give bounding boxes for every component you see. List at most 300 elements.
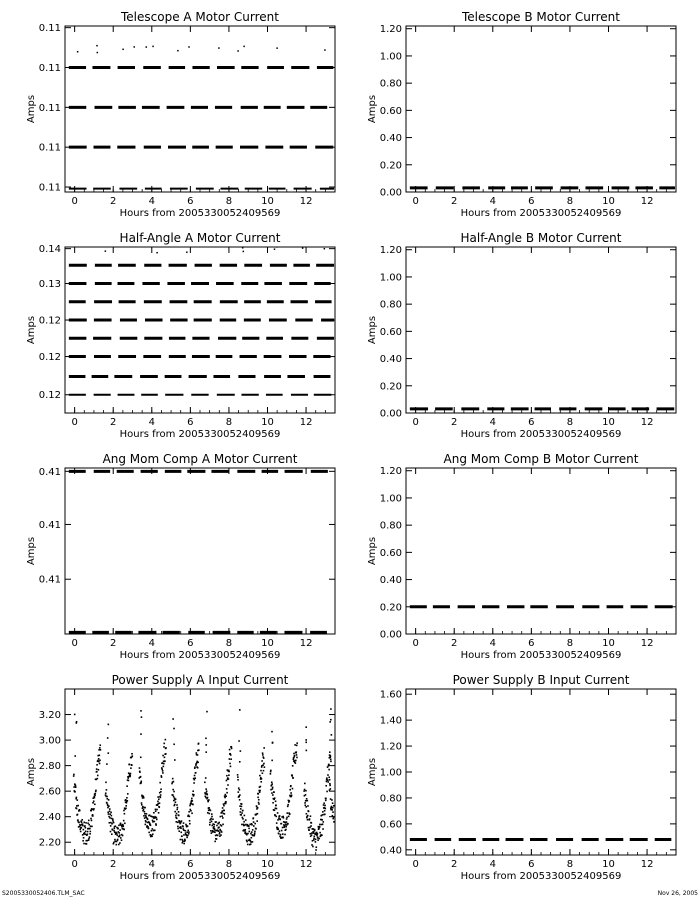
- data-point: [242, 247, 244, 249]
- data-point: [178, 815, 180, 817]
- data-point: [307, 819, 309, 821]
- y-tick-label: 2.40: [38, 812, 61, 824]
- data-point: [303, 790, 305, 792]
- data-point: [215, 821, 217, 823]
- x-tick-label: 6: [528, 417, 535, 428]
- data-point: [124, 813, 126, 815]
- chart-title: Power Supply B Input Current: [452, 673, 630, 687]
- data-point: [140, 733, 142, 735]
- data-point: [126, 785, 128, 787]
- data-point: [148, 828, 150, 830]
- data-point: [97, 52, 99, 54]
- data-point: [276, 808, 278, 810]
- data-point: [186, 837, 188, 839]
- data-point: [306, 750, 308, 752]
- x-tick-label: 4: [148, 638, 155, 649]
- data-point: [117, 839, 119, 841]
- y-tick-label: 1.20: [379, 24, 402, 36]
- data-point: [313, 838, 315, 840]
- data-point: [306, 813, 308, 815]
- data-point: [259, 791, 261, 793]
- data-point: [143, 797, 145, 799]
- data-point: [82, 825, 84, 827]
- data-point: [239, 789, 241, 791]
- data-point: [152, 828, 154, 830]
- data-point: [305, 726, 307, 728]
- data-point: [324, 814, 326, 816]
- data-point: [285, 829, 287, 831]
- data-point: [224, 813, 226, 815]
- data-point: [130, 773, 132, 775]
- data-point: [156, 817, 158, 819]
- data-point: [163, 743, 165, 745]
- data-point: [263, 763, 265, 765]
- data-point: [76, 721, 78, 723]
- x-tick-label: 10: [602, 196, 615, 207]
- data-point: [89, 836, 91, 838]
- data-point: [277, 828, 279, 830]
- y-tick-label: 0.80: [379, 78, 402, 90]
- data-point: [288, 816, 290, 818]
- data-point: [211, 825, 213, 827]
- data-point: [330, 788, 332, 790]
- data-point: [305, 739, 307, 741]
- x-axis-label: Hours from 2005330052409569: [460, 429, 622, 440]
- data-point: [84, 825, 86, 827]
- data-point: [122, 49, 124, 51]
- data-point: [315, 839, 317, 841]
- plot-frame: [406, 689, 676, 855]
- y-tick-label: 0.40: [379, 354, 402, 366]
- y-tick-label: 0.00: [379, 187, 402, 199]
- data-point: [270, 770, 272, 772]
- data-point: [147, 819, 149, 821]
- data-point: [88, 839, 90, 841]
- y-tick-label: 0.00: [379, 408, 402, 420]
- data-point: [191, 812, 193, 814]
- data-point: [162, 772, 164, 774]
- data-point: [321, 834, 323, 836]
- data-point: [319, 826, 321, 828]
- data-point: [83, 829, 85, 831]
- y-tick-label: 0.11: [38, 142, 61, 154]
- data-point: [259, 790, 261, 792]
- data-point: [192, 804, 194, 806]
- chart-title: Telescope B Motor Current: [461, 10, 621, 24]
- data-point: [111, 815, 113, 817]
- data-point: [248, 825, 250, 827]
- data-point: [73, 786, 75, 788]
- data-point: [279, 815, 281, 817]
- data-point: [115, 825, 117, 827]
- data-point: [156, 809, 158, 811]
- data-point: [88, 838, 90, 840]
- y-tick-label: 0.14: [38, 244, 61, 256]
- data-point: [186, 251, 188, 253]
- data-point: [141, 802, 143, 804]
- x-tick-label: 4: [148, 417, 155, 428]
- data-point: [329, 785, 331, 787]
- data-point: [324, 805, 326, 807]
- x-tick-label: 6: [187, 859, 194, 870]
- data-point: [243, 821, 245, 823]
- data-point: [180, 822, 182, 824]
- chart-panel-5: [26, 452, 335, 661]
- data-point: [122, 835, 124, 837]
- data-point: [144, 811, 146, 813]
- data-point: [172, 794, 174, 796]
- y-tick-label: 0.60: [379, 105, 402, 117]
- y-tick-label: 0.11: [38, 182, 61, 194]
- data-point: [195, 772, 197, 774]
- data-point: [324, 808, 326, 810]
- data-point: [141, 716, 143, 718]
- data-point: [173, 781, 175, 783]
- data-point: [309, 818, 311, 820]
- data-point: [193, 782, 195, 784]
- data-point: [205, 738, 207, 740]
- data-point: [140, 710, 142, 712]
- data-point: [277, 812, 279, 814]
- data-point: [143, 815, 145, 817]
- data-point: [261, 760, 263, 762]
- data-point: [151, 835, 153, 837]
- x-tick-label: 10: [261, 417, 274, 428]
- data-point: [292, 777, 294, 779]
- data-point: [173, 728, 175, 730]
- data-point: [90, 818, 92, 820]
- data-point: [178, 830, 180, 832]
- data-point: [161, 776, 163, 778]
- data-point: [74, 755, 76, 757]
- x-tick-label: 2: [451, 196, 458, 207]
- data-point: [208, 799, 210, 801]
- data-point: [194, 766, 196, 768]
- data-point: [329, 779, 331, 781]
- data-point: [141, 804, 143, 806]
- data-point: [77, 805, 79, 807]
- data-point: [183, 843, 185, 845]
- data-point: [160, 797, 162, 799]
- data-point: [144, 817, 146, 819]
- chart-title: Ang Mom Comp B Motor Current: [443, 452, 639, 466]
- data-point: [333, 821, 335, 823]
- x-axis-label: Hours from 2005330052409569: [460, 871, 622, 882]
- y-tick-label: 0.12: [38, 315, 61, 327]
- data-point: [92, 815, 94, 817]
- y-tick-label: 0.40: [379, 845, 402, 857]
- data-point: [295, 751, 297, 753]
- y-tick-label: 0.12: [38, 390, 61, 402]
- data-point: [308, 811, 310, 813]
- data-point: [241, 803, 243, 805]
- data-point: [80, 831, 82, 833]
- data-point: [94, 793, 96, 795]
- data-point: [262, 752, 264, 754]
- data-point: [116, 844, 118, 846]
- data-point: [155, 824, 157, 826]
- data-point: [125, 805, 127, 807]
- data-point: [205, 751, 207, 753]
- data-point: [131, 753, 133, 755]
- data-point: [239, 761, 241, 763]
- data-point: [185, 830, 187, 832]
- data-point: [131, 755, 133, 757]
- data-point: [216, 825, 218, 827]
- data-point: [113, 822, 115, 824]
- data-point: [271, 783, 273, 785]
- data-point: [330, 761, 332, 763]
- data-points: [69, 471, 328, 632]
- data-point: [116, 834, 118, 836]
- data-point: [328, 776, 330, 778]
- data-point: [274, 809, 276, 811]
- data-point: [295, 762, 297, 764]
- data-point: [87, 833, 89, 835]
- data-point: [296, 754, 298, 756]
- data-point: [129, 775, 131, 777]
- data-point: [165, 753, 167, 755]
- data-point: [83, 822, 85, 824]
- y-tick-label: 0.41: [38, 466, 61, 478]
- y-axis-label: Amps: [26, 94, 37, 124]
- data-point: [205, 788, 207, 790]
- y-tick-label: 0.12: [38, 352, 61, 364]
- data-point: [247, 844, 249, 846]
- data-point: [187, 831, 189, 833]
- data-point: [333, 816, 335, 818]
- data-point: [122, 826, 124, 828]
- data-point: [290, 785, 292, 787]
- y-axis-label: Amps: [26, 757, 37, 787]
- data-point: [96, 764, 98, 766]
- y-tick-label: 0.20: [379, 602, 402, 614]
- data-point: [94, 795, 96, 797]
- x-tick-label: 0: [71, 638, 78, 649]
- data-point: [210, 818, 212, 820]
- data-point: [228, 771, 230, 773]
- y-tick-label: 0.20: [379, 381, 402, 393]
- data-point: [294, 755, 296, 757]
- data-point: [291, 794, 293, 796]
- data-point: [237, 776, 239, 778]
- x-tick-label: 4: [148, 859, 155, 870]
- y-tick-label: 0.11: [38, 23, 61, 35]
- data-point: [174, 759, 176, 761]
- x-tick-label: 12: [640, 638, 654, 649]
- data-point: [222, 817, 224, 819]
- data-point: [241, 812, 243, 814]
- data-point: [95, 790, 97, 792]
- data-point: [323, 802, 325, 804]
- chart-panel-4: [367, 231, 676, 440]
- data-point: [226, 792, 228, 794]
- data-point: [252, 829, 254, 831]
- data-point: [246, 841, 248, 843]
- data-point: [325, 785, 327, 787]
- data-point: [328, 769, 330, 771]
- data-point: [190, 810, 192, 812]
- data-point: [178, 811, 180, 813]
- data-point: [127, 793, 129, 795]
- data-point: [156, 819, 158, 821]
- data-point: [293, 753, 295, 755]
- y-tick-label: 0.11: [38, 63, 61, 74]
- data-point: [289, 813, 291, 815]
- data-point: [77, 814, 79, 816]
- data-point: [224, 794, 226, 796]
- data-point: [237, 791, 239, 793]
- data-point: [260, 786, 262, 788]
- y-axis-label: Amps: [367, 536, 378, 566]
- y-tick-label: 0.80: [379, 793, 402, 805]
- data-point: [188, 46, 190, 48]
- data-point: [242, 818, 244, 820]
- data-point: [221, 831, 223, 833]
- x-tick-label: 8: [225, 859, 233, 870]
- data-point: [230, 758, 232, 760]
- data-point: [325, 800, 327, 802]
- x-tick-label: 0: [71, 859, 78, 870]
- y-tick-label: 0.41: [38, 519, 61, 531]
- data-point: [140, 782, 142, 784]
- x-tick-label: 0: [412, 859, 419, 870]
- y-tick-label: 0.80: [379, 520, 402, 532]
- data-point: [262, 772, 264, 774]
- data-point: [154, 830, 156, 832]
- data-point: [218, 830, 220, 832]
- data-point: [332, 818, 334, 820]
- data-point: [180, 827, 182, 829]
- x-tick-label: 10: [261, 196, 274, 207]
- data-point: [107, 752, 109, 754]
- y-axis-label: Amps: [26, 536, 37, 566]
- data-point: [243, 251, 245, 253]
- data-point: [162, 770, 164, 772]
- data-point: [214, 829, 216, 831]
- data-point: [176, 804, 178, 806]
- data-point: [324, 248, 326, 250]
- data-point: [176, 813, 178, 815]
- y-tick-label: 0.60: [379, 326, 402, 338]
- data-point: [240, 750, 242, 752]
- data-point: [310, 815, 312, 817]
- data-point: [322, 814, 324, 816]
- data-point: [117, 828, 119, 830]
- x-tick-label: 4: [489, 638, 496, 649]
- data-point: [197, 767, 199, 769]
- x-axis-label: Hours from 2005330052409569: [460, 208, 622, 219]
- data-point: [163, 766, 165, 768]
- data-point: [160, 788, 162, 790]
- data-point: [123, 829, 125, 831]
- data-point: [91, 820, 93, 822]
- data-point: [275, 816, 277, 818]
- data-point: [296, 742, 298, 744]
- data-point: [218, 826, 220, 828]
- data-point: [238, 787, 240, 789]
- data-point: [73, 775, 75, 777]
- data-point: [156, 252, 158, 254]
- data-point: [174, 804, 176, 806]
- data-point: [85, 822, 87, 824]
- data-point: [77, 51, 79, 53]
- data-point: [85, 827, 87, 829]
- data-point: [165, 739, 167, 741]
- data-point: [319, 824, 321, 826]
- data-point: [94, 804, 96, 806]
- data-point: [149, 822, 151, 824]
- data-point: [82, 823, 84, 825]
- data-point: [262, 754, 264, 756]
- data-point: [86, 843, 88, 845]
- data-point: [329, 751, 331, 753]
- data-point: [305, 794, 307, 796]
- data-point: [243, 46, 245, 48]
- data-point: [328, 764, 330, 766]
- data-point: [123, 820, 125, 822]
- data-point: [153, 812, 155, 814]
- data-point: [221, 825, 223, 827]
- x-tick-label: 2: [110, 859, 117, 870]
- data-point: [330, 759, 332, 761]
- y-tick-label: 0.13: [38, 279, 61, 291]
- data-point: [245, 832, 247, 834]
- data-point: [276, 822, 278, 824]
- x-tick-label: 0: [71, 196, 78, 207]
- x-tick-label: 6: [528, 196, 535, 207]
- data-point: [313, 832, 315, 834]
- data-point: [210, 810, 212, 812]
- data-point: [133, 46, 135, 48]
- y-tick-label: 0.00: [379, 629, 402, 641]
- data-point: [183, 829, 185, 831]
- data-point: [254, 832, 256, 834]
- data-point: [208, 807, 210, 809]
- data-point: [90, 831, 92, 833]
- data-point: [286, 817, 288, 819]
- x-tick-label: 10: [261, 638, 274, 649]
- data-point: [257, 807, 259, 809]
- data-point: [108, 813, 110, 815]
- data-point: [111, 833, 113, 835]
- data-point: [274, 797, 276, 799]
- data-point: [242, 817, 244, 819]
- data-point: [237, 50, 239, 52]
- data-point: [182, 826, 184, 828]
- data-point: [220, 834, 222, 836]
- data-point: [270, 773, 272, 775]
- x-tick-label: 8: [225, 638, 233, 649]
- x-tick-label: 4: [489, 417, 496, 428]
- y-tick-label: 0.41: [38, 574, 61, 586]
- data-point: [254, 823, 256, 825]
- data-point: [318, 838, 320, 840]
- data-point: [321, 819, 323, 821]
- data-point: [315, 841, 317, 843]
- chart-panel-3: [26, 231, 335, 440]
- data-point: [76, 808, 78, 810]
- data-point: [258, 799, 260, 801]
- data-point: [293, 759, 295, 761]
- y-tick-label: 0.60: [379, 819, 402, 831]
- y-tick-label: 0.20: [379, 160, 402, 172]
- x-tick-label: 0: [412, 417, 419, 428]
- data-point: [304, 804, 306, 806]
- data-point: [214, 841, 216, 843]
- data-point: [77, 819, 79, 821]
- x-tick-label: 12: [299, 859, 313, 870]
